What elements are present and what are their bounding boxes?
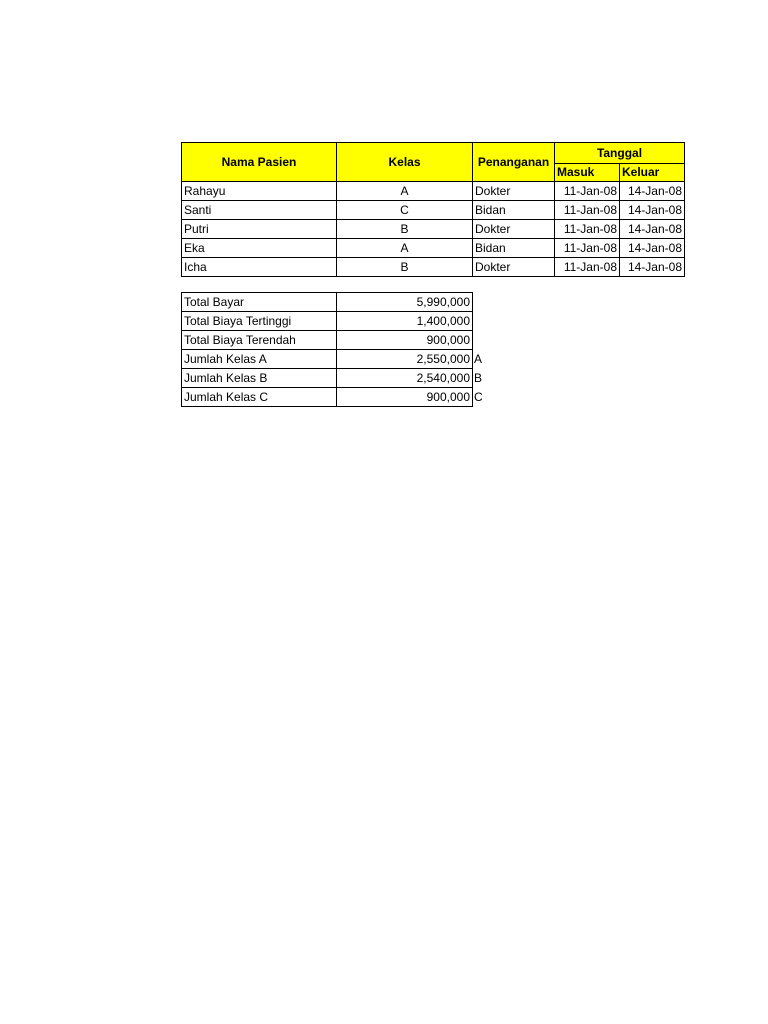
summary-label: Total Biaya Terendah	[182, 331, 337, 350]
cell-masuk: 11-Jan-08	[555, 239, 620, 258]
header-nama-pasien: Nama Pasien	[182, 143, 337, 182]
summary-row	[182, 293, 489, 312]
summary-value: 2,540,000	[337, 369, 473, 388]
table-row	[182, 239, 685, 258]
cell-kelas: A	[337, 239, 473, 258]
cell-keluar: 14-Jan-08	[620, 182, 685, 201]
table-row	[182, 220, 685, 239]
table-row	[182, 201, 685, 220]
summary-tag: C	[474, 390, 483, 404]
cell-nama: Santi	[182, 201, 337, 220]
patients-table	[181, 142, 685, 277]
header-tanggal: Tanggal	[555, 143, 685, 164]
summary-tag	[473, 331, 489, 350]
cell-nama: Putri	[182, 220, 337, 239]
summary-value: 900,000	[337, 388, 473, 407]
summary-tag: A	[474, 352, 483, 366]
header-keluar: Keluar	[620, 163, 685, 181]
summary-tag	[473, 293, 489, 312]
summary-label: Total Biaya Tertinggi	[182, 312, 337, 331]
header-kelas: Kelas	[337, 143, 473, 182]
table-row	[182, 182, 685, 201]
cell-masuk: 11-Jan-08	[555, 220, 620, 239]
summary-label: Jumlah Kelas A	[182, 350, 337, 369]
summary-value: 900,000	[337, 331, 473, 350]
summary-row	[182, 350, 489, 369]
summary-row	[182, 369, 489, 388]
table-row	[182, 258, 685, 277]
summary-value: 5,990,000	[337, 293, 473, 312]
cell-keluar: 14-Jan-08	[620, 220, 685, 239]
summary-label: Jumlah Kelas B	[182, 369, 337, 388]
summary-label: Jumlah Kelas C	[182, 388, 337, 407]
summary-tag	[473, 312, 489, 331]
cell-nama: Eka	[182, 239, 337, 258]
cell-penanganan: Bidan	[473, 239, 555, 258]
cell-kelas: A	[337, 182, 473, 201]
cell-keluar: 14-Jan-08	[620, 239, 685, 258]
header-penanganan: Penanganan	[473, 143, 555, 182]
summary-label: Total Bayar	[182, 293, 337, 312]
cell-kelas: B	[337, 258, 473, 277]
cell-kelas: B	[337, 220, 473, 239]
cell-masuk: 11-Jan-08	[555, 182, 620, 201]
summary-row	[182, 388, 489, 407]
summary-value: 1,400,000	[337, 312, 473, 331]
cell-nama: Rahayu	[182, 182, 337, 201]
header-masuk: Masuk	[555, 163, 620, 181]
summary-value: 2,550,000	[337, 350, 473, 369]
cell-masuk: 11-Jan-08	[555, 201, 620, 220]
summary-tag: B	[474, 371, 483, 385]
cell-penanganan: Dokter	[473, 258, 555, 277]
summary-row	[182, 312, 489, 331]
cell-masuk: 11-Jan-08	[555, 258, 620, 277]
cell-keluar: 14-Jan-08	[620, 258, 685, 277]
cell-nama: Icha	[182, 258, 337, 277]
summary-table	[181, 292, 489, 407]
cell-penanganan: Bidan	[473, 201, 555, 220]
summary-row	[182, 331, 489, 350]
cell-penanganan: Dokter	[473, 182, 555, 201]
cell-penanganan: Dokter	[473, 220, 555, 239]
cell-kelas: C	[337, 201, 473, 220]
cell-keluar: 14-Jan-08	[620, 201, 685, 220]
